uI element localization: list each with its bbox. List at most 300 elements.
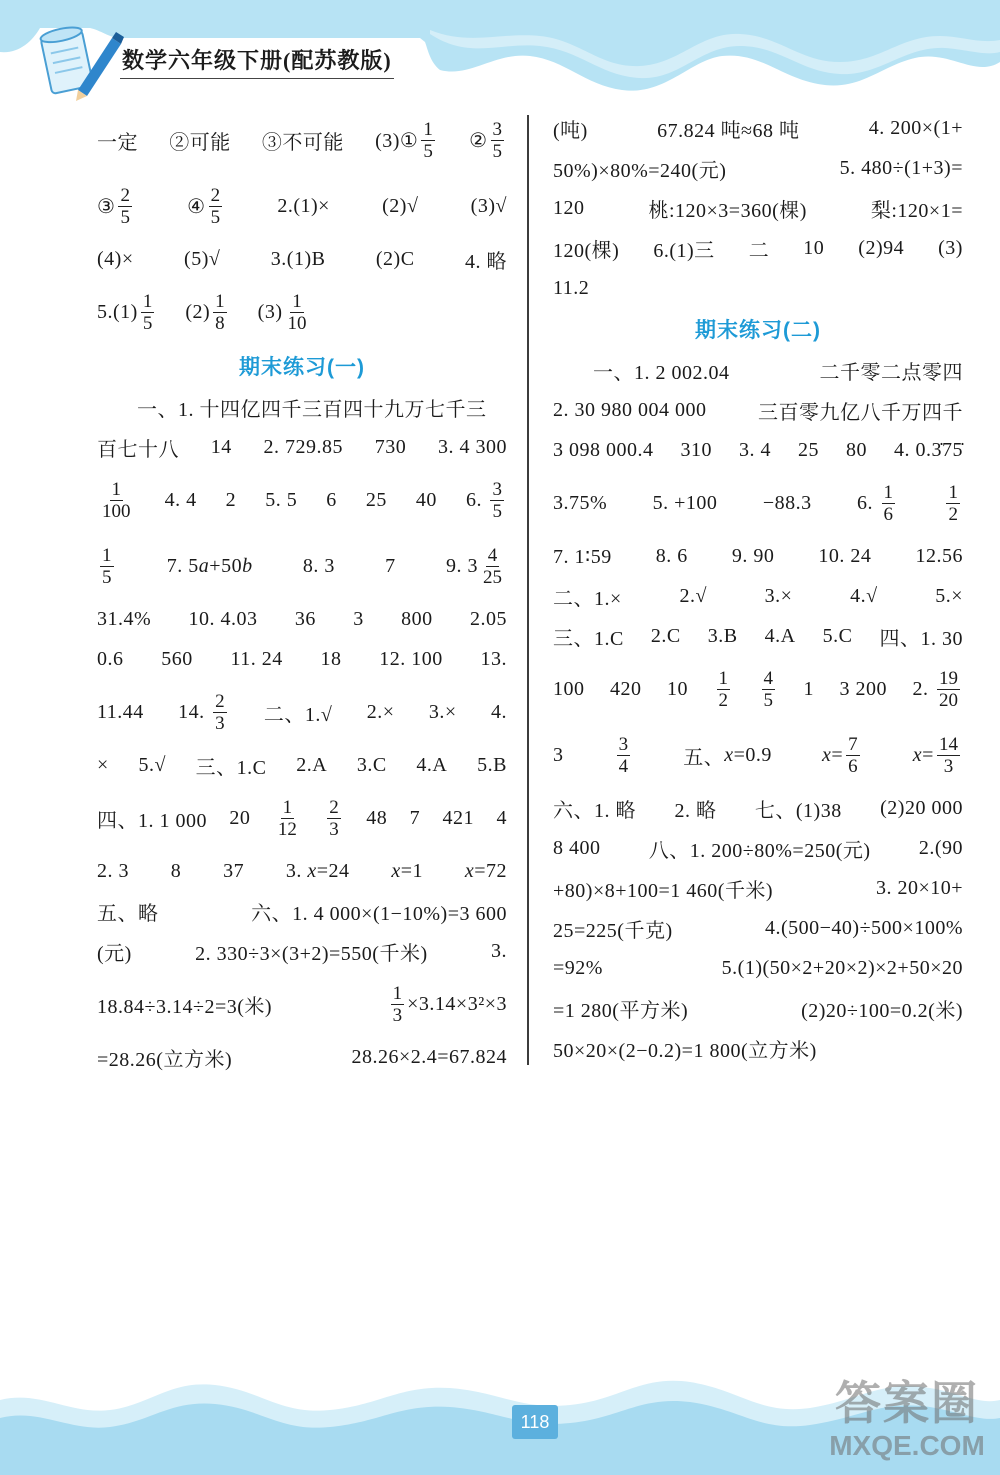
answer-item: 7 xyxy=(409,806,421,829)
answer-item: 28.26×2.4=67.824 xyxy=(351,1045,507,1068)
answer-item: 5. +100 xyxy=(652,491,718,514)
answer-line xyxy=(97,467,507,533)
answer-text: =24 xyxy=(316,859,350,882)
fraction-denominator: 2 xyxy=(948,503,958,525)
answer-item xyxy=(97,291,157,334)
answer-line xyxy=(97,931,507,971)
variable: a xyxy=(198,554,210,577)
answer-text: = xyxy=(831,743,844,766)
answer-item xyxy=(466,479,507,522)
variable: x xyxy=(912,743,923,766)
answer-item xyxy=(446,545,507,588)
answer-item: 二 xyxy=(748,239,770,262)
answer-text: ② xyxy=(469,129,488,152)
answer-item: 2. 330÷3×(3+2)=550(千米) xyxy=(195,942,428,965)
answer-item: −88.3 xyxy=(762,491,812,514)
fraction-denominator: 10 xyxy=(287,312,307,334)
page-number: 118 xyxy=(512,1405,558,1439)
answer-text: 五、 xyxy=(683,746,725,769)
answer-line xyxy=(97,533,507,599)
answer-item xyxy=(97,545,117,588)
section-heading: 期末练习(一) xyxy=(239,356,365,379)
answer-text: (3)① xyxy=(375,129,419,152)
answer-item xyxy=(943,482,963,525)
answer-text: =0.9 xyxy=(733,743,772,766)
answer-item: 18.84÷3.14÷2=3(米) xyxy=(97,995,273,1018)
answer-item: 六、1. 略 xyxy=(553,799,636,822)
answer-item xyxy=(273,797,302,840)
answer-item xyxy=(391,860,423,883)
fraction-numerator: 7 xyxy=(848,733,858,755)
fraction-denominator: 12 xyxy=(277,818,297,840)
fraction-denominator: 5 xyxy=(492,500,502,522)
answer-item: 310 xyxy=(680,438,712,461)
answer-item: (2)√ xyxy=(382,194,419,217)
answer-item: 二、1.√ xyxy=(263,703,333,726)
answer-item xyxy=(97,479,136,522)
fraction-denominator: 2 xyxy=(718,689,728,711)
answer-line xyxy=(553,948,963,988)
answer-item: (吨) xyxy=(553,119,588,142)
answer-item: 4. 0.3̇75̇ xyxy=(894,438,963,461)
answer-item: 3.B xyxy=(707,624,738,647)
answer-item: 3. 4 300 xyxy=(438,435,507,458)
answer-item: 25 xyxy=(365,488,387,511)
fraction-denominator: 20 xyxy=(939,689,958,711)
fraction xyxy=(213,291,227,334)
answer-line xyxy=(553,656,963,722)
answer-item: 三、1.C xyxy=(553,627,624,650)
answer-item xyxy=(857,482,898,525)
answer-item: 11. 24 xyxy=(230,647,283,670)
answer-item: 2.A xyxy=(296,753,328,776)
answer-item: 5.(1)(50×2+20×2)×2+50×20 xyxy=(721,956,963,979)
answer-item: 一、1. 2 002.04 xyxy=(593,361,730,384)
fraction xyxy=(617,734,631,777)
answer-item xyxy=(388,983,507,1026)
fraction-numerator: 2 xyxy=(210,184,221,206)
answer-line xyxy=(553,430,963,470)
answer-item: 4. 200×(1+ xyxy=(868,116,963,139)
answer-item: 4.A xyxy=(764,624,796,647)
answer-item xyxy=(185,291,229,334)
answer-item: 800 xyxy=(401,607,433,630)
answer-item: 3. 4 xyxy=(739,438,771,461)
answer-item xyxy=(324,797,344,840)
answer-item: 730 xyxy=(374,435,407,458)
answer-item: 2.05 xyxy=(469,607,507,630)
fraction-numerator: 1 xyxy=(948,481,958,503)
answer-item: 50×20×(2−0.2)=1 800(立方米) xyxy=(553,1039,817,1062)
answer-item: 80 xyxy=(846,438,867,461)
fraction xyxy=(213,691,227,734)
answer-line xyxy=(97,891,507,931)
fraction xyxy=(937,668,960,711)
answer-item: 桃:120×3=360(棵) xyxy=(648,199,807,222)
answer-item: (2)20÷100=0.2(米) xyxy=(801,999,963,1022)
answer-item: 二、1.× xyxy=(553,587,622,610)
answer-item: 120(棵) xyxy=(553,239,620,262)
answer-line xyxy=(97,639,507,679)
answer-item: 2.C xyxy=(650,624,681,647)
answer-item: 18 xyxy=(320,647,342,670)
answer-item: 2. 3 xyxy=(97,859,129,882)
answer-item: 25=225(千克) xyxy=(553,919,673,942)
answer-item xyxy=(258,291,312,334)
answer-text: 5.(1) xyxy=(97,300,138,323)
answer-text: +50 xyxy=(209,554,243,577)
answer-item: 8 xyxy=(170,859,182,882)
fraction xyxy=(717,668,731,711)
answer-item: 2.(1)× xyxy=(277,194,330,217)
answer-item: 48 xyxy=(366,806,388,829)
answer-item: 7 xyxy=(385,554,396,577)
fraction-numerator: 19 xyxy=(939,667,958,689)
fraction-numerator: 2 xyxy=(120,184,130,206)
answer-item: (5)√ xyxy=(184,247,221,270)
left-answer-column xyxy=(97,107,507,1077)
fraction-denominator: 3 xyxy=(943,755,954,777)
answer-item: 2 xyxy=(225,488,237,511)
answer-item xyxy=(913,668,964,711)
fraction-numerator: 4 xyxy=(487,544,498,566)
answer-item: =1 280(平方米) xyxy=(553,999,689,1022)
answer-item: 2.× xyxy=(366,700,395,723)
answer-text: ④ xyxy=(187,195,206,218)
answer-text: 7. 5 xyxy=(166,554,199,577)
answer-item: 8 400 xyxy=(553,836,601,859)
fraction-denominator: 5 xyxy=(102,566,112,588)
answer-item xyxy=(683,741,772,770)
answer-line xyxy=(553,228,963,268)
answer-item: 9. 90 xyxy=(731,544,775,567)
answer-line xyxy=(553,350,963,390)
answer-item: 五、略 xyxy=(97,902,159,925)
answer-item: 11.44 xyxy=(97,700,144,723)
fraction xyxy=(100,545,114,588)
answer-text: 6. xyxy=(465,488,488,511)
fraction-numerator: 1 xyxy=(392,982,403,1004)
answer-line xyxy=(553,188,963,228)
answer-item: 3.× xyxy=(428,700,457,723)
right-answer-column xyxy=(553,108,963,1068)
answer-item: 6.(1)三 xyxy=(653,239,715,262)
answer-text: 6. xyxy=(857,491,879,514)
fraction-denominator: 8 xyxy=(215,312,225,334)
answer-item: (3)√ xyxy=(470,194,507,217)
fraction xyxy=(421,119,435,162)
fraction-numerator: 1 xyxy=(111,478,121,500)
variable: x xyxy=(307,859,317,882)
answer-item: 31.4% xyxy=(97,607,152,630)
answer-item: 一定 xyxy=(97,131,138,154)
answer-item: 12. 100 xyxy=(379,647,443,670)
answer-item: 7. 1∶59 xyxy=(553,545,612,568)
answer-line xyxy=(97,971,507,1037)
variable: x xyxy=(391,859,401,882)
answer-item: 四、1. 1 000 xyxy=(97,809,207,832)
variable: x xyxy=(822,743,832,766)
answer-item: 3 xyxy=(353,607,364,630)
fraction xyxy=(285,291,308,334)
answer-item: 3.× xyxy=(764,584,793,607)
variable: x xyxy=(464,859,475,882)
answer-item: 5.B xyxy=(477,753,507,776)
answer-item: 3. 20×10+ xyxy=(875,876,963,899)
answer-line xyxy=(97,679,507,745)
fraction xyxy=(946,482,960,525)
answer-item xyxy=(286,860,350,883)
answer-line xyxy=(553,988,963,1028)
fraction-denominator: 25 xyxy=(482,566,502,588)
answer-item: 10. 24 xyxy=(818,544,872,567)
answer-line xyxy=(553,470,963,536)
answer-item: 5.√ xyxy=(138,753,166,776)
answer-line xyxy=(553,1028,963,1068)
answer-item: 100 xyxy=(553,677,585,700)
answer-item: 2. 729.85 xyxy=(263,435,343,458)
section-heading: 期末练习(二) xyxy=(695,319,821,342)
answer-item: 10. 4.03 xyxy=(188,607,258,630)
answer-text: =72 xyxy=(474,859,507,882)
answer-item: (2)20 000 xyxy=(880,796,963,819)
answer-item: 3 xyxy=(553,743,564,766)
answer-line xyxy=(553,108,963,148)
answer-item: 420 xyxy=(610,677,642,700)
variable: b xyxy=(242,554,253,577)
answer-item xyxy=(469,119,507,162)
answer-item: 1 xyxy=(803,677,814,700)
answer-line xyxy=(553,616,963,656)
answer-line xyxy=(97,239,507,279)
answer-item: 一、1. 十四亿四千三百四十九万七千三 xyxy=(137,398,487,421)
answer-item: 40 xyxy=(415,488,437,511)
answer-line xyxy=(97,279,507,345)
answer-item: 3 200 xyxy=(839,677,887,700)
answer-item: =28.26(立方米) xyxy=(97,1048,233,1071)
answer-item: 20 xyxy=(229,806,251,829)
answer-item: 3 098 000.4 xyxy=(553,438,654,461)
fraction-numerator: 1 xyxy=(282,796,293,818)
answer-text: 9. 3 xyxy=(445,554,478,577)
answer-item: 37 xyxy=(223,859,245,882)
answer-item xyxy=(465,860,507,883)
fraction xyxy=(491,119,505,162)
answer-line xyxy=(553,788,963,828)
fraction xyxy=(481,545,504,588)
answer-item: 8. 3 xyxy=(302,554,335,577)
fraction xyxy=(762,668,776,711)
answer-line xyxy=(97,745,507,785)
answer-item xyxy=(375,119,438,162)
answer-item: (2)94 xyxy=(858,236,905,259)
answer-text: (3) xyxy=(257,300,283,323)
answer-item: 二千零二点零四 xyxy=(819,361,963,384)
fraction-numerator: 3 xyxy=(492,478,502,500)
answer-text: =1 xyxy=(400,859,424,882)
answer-line xyxy=(553,268,963,308)
answer-item: 梨:120×1= xyxy=(870,199,963,222)
answer-item xyxy=(614,734,634,777)
fraction xyxy=(391,983,405,1026)
fraction-denominator: 5 xyxy=(492,140,502,162)
answer-item: 百七十八 xyxy=(97,438,179,461)
variable: x xyxy=(724,743,734,766)
answer-item: 120 xyxy=(553,196,585,219)
answer-item: 25 xyxy=(798,438,819,461)
answer-item: 0.6 xyxy=(97,647,124,670)
answer-item: 2.(90 xyxy=(918,836,963,859)
fraction xyxy=(118,185,132,228)
fraction-numerator: 4 xyxy=(763,667,773,689)
fraction-numerator: 1 xyxy=(423,118,433,140)
answer-item: 421 xyxy=(442,806,475,829)
answer-item: × xyxy=(97,753,109,776)
answer-item: 3. xyxy=(490,939,507,962)
column-divider xyxy=(527,115,529,1065)
answer-line xyxy=(97,1037,507,1077)
fraction xyxy=(937,734,960,777)
fraction-numerator: 3 xyxy=(618,733,629,755)
answer-line xyxy=(97,387,507,427)
answer-item: 3.C xyxy=(356,753,387,776)
answer-item: 4. xyxy=(490,700,507,723)
answer-item: 4.(500−40)÷500×100% xyxy=(764,916,963,939)
answer-item: 50%)×80%=240(元) xyxy=(553,159,727,182)
answer-line xyxy=(97,173,507,239)
answer-item: 5.× xyxy=(935,584,963,607)
answer-item: 2. 略 xyxy=(674,799,717,822)
answer-line xyxy=(97,107,507,173)
answer-line xyxy=(97,851,507,891)
fraction-denominator: 4 xyxy=(618,755,629,777)
fraction-numerator: 1 xyxy=(215,290,225,312)
answer-item: ③不可能 xyxy=(261,131,344,154)
answer-line xyxy=(553,908,963,948)
answer-item: (4)× xyxy=(97,247,134,270)
fraction xyxy=(209,185,223,228)
answer-line xyxy=(553,390,963,430)
answer-text: 2. xyxy=(912,677,934,700)
answer-item: 36 xyxy=(294,607,316,630)
fraction-denominator: 3 xyxy=(392,1004,403,1026)
answer-line xyxy=(97,785,507,851)
answer-item: 6 xyxy=(326,488,337,511)
fraction xyxy=(882,482,896,525)
answer-item: 12.56 xyxy=(915,544,963,567)
fraction xyxy=(490,479,504,522)
book-title: 数学六年级下册(配苏教版) xyxy=(120,44,394,79)
fraction-numerator: 1 xyxy=(883,481,894,503)
answer-item: 六、1. 4 000×(1−10%)=3 600 xyxy=(251,902,507,925)
answer-item xyxy=(759,668,779,711)
fraction-denominator: 100 xyxy=(102,500,131,522)
answer-item: =92% xyxy=(553,956,603,979)
answer-item: 4. 4 xyxy=(164,488,197,511)
answer-line xyxy=(553,868,963,908)
watermark xyxy=(822,1377,992,1461)
fraction-denominator: 5 xyxy=(423,140,433,162)
answer-item: 四、1. 30 xyxy=(879,627,963,650)
answer-item: 三百零九亿八千万四千 xyxy=(758,401,963,424)
answer-item: 10 xyxy=(667,677,688,700)
answer-item: 67.824 吨≈68 吨 xyxy=(657,119,800,142)
answer-item xyxy=(822,734,863,777)
answer-item xyxy=(913,734,963,777)
fraction-denominator: 5 xyxy=(210,206,221,228)
fraction-denominator: 3 xyxy=(329,818,339,840)
answer-item: 5.C xyxy=(822,624,853,647)
answer-text: (2) xyxy=(185,300,211,323)
answer-item: 14 xyxy=(210,435,232,458)
answer-item: 13. xyxy=(480,647,507,670)
answer-item xyxy=(178,691,230,734)
fraction xyxy=(100,479,133,522)
answer-item: ②可能 xyxy=(169,131,231,154)
answer-line xyxy=(553,828,963,868)
answer-line xyxy=(553,576,963,616)
answer-item: 5. 480÷(1+3)= xyxy=(839,156,963,179)
answer-item: 七、(1)38 xyxy=(754,799,842,822)
answer-item xyxy=(97,185,135,228)
watermark-domain: MXQE.COM xyxy=(829,1430,985,1461)
book-pencil-icon xyxy=(38,20,124,102)
fraction-numerator: 1 xyxy=(292,290,302,312)
answer-item: 2.√ xyxy=(679,584,707,607)
answer-text: ③ xyxy=(97,195,116,218)
fraction-denominator: 6 xyxy=(883,503,894,525)
answer-line xyxy=(97,599,507,639)
answer-text: 14. xyxy=(178,700,211,723)
fraction-numerator: 1 xyxy=(142,290,153,312)
answer-item: 5. 5 xyxy=(265,488,298,511)
answer-item: 4 xyxy=(496,806,507,829)
fraction-numerator: 2 xyxy=(215,690,225,712)
answer-item: +80)×8+100=1 460(千米) xyxy=(553,879,774,902)
fraction-denominator: 6 xyxy=(848,755,858,777)
answer-line xyxy=(553,148,963,188)
watermark-title: 答案圈 xyxy=(835,1377,979,1429)
fraction-numerator: 2 xyxy=(329,796,339,818)
answer-line xyxy=(553,722,963,788)
answer-item: 10 xyxy=(803,236,825,259)
answer-item: 4.A xyxy=(416,753,448,776)
answer-text: 3. xyxy=(285,859,308,882)
answer-item: 4. 略 xyxy=(465,250,507,273)
fraction-denominator: 5 xyxy=(120,206,130,228)
fraction xyxy=(276,797,299,840)
fraction xyxy=(327,797,341,840)
answer-item: 2. 30 980 004 000 xyxy=(553,398,707,421)
answer-item: 11.2 xyxy=(553,276,590,299)
answer-item: 560 xyxy=(161,647,193,670)
fraction-numerator: 1 xyxy=(718,667,728,689)
answer-item xyxy=(714,668,734,711)
fraction xyxy=(141,291,155,334)
answer-item: 三、1.C xyxy=(195,756,267,779)
answer-item xyxy=(167,555,253,578)
answer-item: 3.(1)B xyxy=(270,247,326,270)
fraction-denominator: 5 xyxy=(142,312,153,334)
answer-item: (2)C xyxy=(375,247,415,270)
answer-item xyxy=(187,185,225,228)
fraction-denominator: 5 xyxy=(763,689,773,711)
answer-item: (元) xyxy=(97,942,132,965)
fraction-numerator: 3 xyxy=(492,118,502,140)
fraction xyxy=(846,734,860,777)
answer-item: 3.75% xyxy=(553,491,608,514)
fraction-denominator: 3 xyxy=(215,712,225,734)
